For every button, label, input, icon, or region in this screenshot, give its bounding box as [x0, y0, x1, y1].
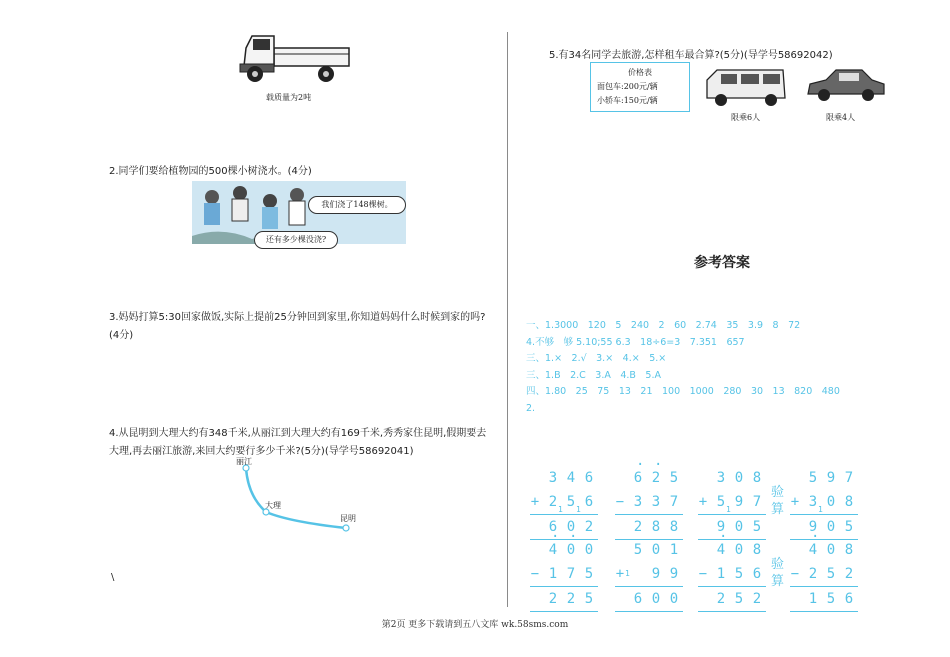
calc-digit: 2: [716, 591, 726, 607]
calc-digit: 9: [826, 470, 836, 486]
calc-digit: 8: [752, 542, 762, 558]
calc-digit: 3: [548, 470, 558, 486]
answers-block: [526, 318, 916, 417]
carry-mark: 1: [558, 505, 563, 514]
calc-digit: 0: [826, 542, 836, 558]
q2-bubble-1: 我们浇了148棵树。: [308, 196, 406, 214]
calc-digit: 5: [844, 519, 854, 535]
calc-row-top: [786, 466, 858, 490]
calc-operator: +: [790, 494, 800, 510]
question-3: 3.妈妈打算5:30回家做饭,实际上提前25分钟回到家里,你知道妈妈什么时候到家的吗?(4分): [109, 312, 486, 341]
calc-row-result: [526, 587, 598, 611]
calc-row-operand: [694, 490, 766, 514]
calc-digit: 4 ·: [808, 529, 820, 558]
map-label-lijiang: 丽江: [236, 457, 252, 466]
answer-line: 三、1.B 2.C 3.A 4.B 5.A: [526, 369, 661, 381]
calc-digit: 0: [584, 542, 594, 558]
verify-char: 验: [771, 557, 785, 572]
calc-digit: 2: [548, 591, 558, 607]
van-caption: 限乘6人: [731, 113, 761, 122]
calc-rule: [790, 611, 858, 612]
calc-digit: 2: [752, 591, 762, 607]
calc-digit: 2: [548, 494, 558, 510]
calc-digit: 0: [734, 470, 744, 486]
calc-digit: 7: [566, 566, 576, 582]
calc-row-operand: [526, 562, 598, 586]
map-label-kunming: 昆明: [340, 514, 356, 523]
borrow-dot: ·: [551, 529, 560, 545]
price-table-row-1: 面包车:200元/辆: [597, 82, 658, 91]
calc-digit: 4 ·: [716, 529, 728, 558]
stray-mark: \: [111, 572, 115, 583]
calc-digit: 2: [584, 519, 594, 535]
vertical-calc-6: [611, 538, 683, 612]
verify-char: 验: [771, 485, 785, 500]
calc-digit: 0: [734, 542, 744, 558]
borrow-dot: ·: [811, 529, 820, 545]
calc-operator: −: [790, 566, 800, 582]
page-footer: 第2页 更多下载请到五八文库 wk.58sms.com: [381, 620, 569, 630]
answer-line: 四、1.80 25 75 13 21 100 1000 280 30 13 820 480: [526, 386, 840, 397]
calc-digit: 0 1: [818, 494, 836, 514]
answer-line: 一、1.3000 120 5 240 2 60 2.74 35 3.9 8 72: [526, 320, 801, 331]
calc-digit: 2: [808, 566, 818, 582]
question-2: 2.同学们要给植物园的500棵小树浇水。(4分): [109, 166, 312, 177]
q2-bubble-2: 还有多少棵没浇?: [254, 231, 338, 249]
price-table-row-2: 小轿车:150元/辆: [597, 96, 658, 105]
vertical-calc-5: [526, 529, 598, 612]
vertical-calc-2: [611, 457, 683, 540]
calc-digit: 0: [669, 591, 679, 607]
calc-digit: 1: [808, 591, 818, 607]
calc-digit: 5: [734, 566, 744, 582]
vertical-calc-8: [786, 529, 858, 612]
verify-char: 算: [771, 574, 785, 589]
calc-row-operand: [611, 490, 683, 514]
calc-digit: 8: [752, 470, 762, 486]
calc-operator: −: [698, 566, 708, 582]
calc-digit: 5: [584, 566, 594, 582]
carry-mark: 1: [726, 505, 731, 514]
car-caption: 限乘4人: [826, 113, 856, 122]
calc-row-top: [694, 529, 766, 562]
calc-digit: 9: [808, 519, 818, 535]
truck-illustration: [238, 30, 353, 88]
calc-digit: 4: [566, 470, 576, 486]
calc-rule: [615, 611, 683, 612]
calc-digit: 1: [669, 542, 679, 558]
calc-operator: +: [530, 494, 540, 510]
calc-digit: 0: [566, 519, 576, 535]
calc-digit: 5: [584, 591, 594, 607]
calc-row-result: [526, 515, 598, 539]
calc-operator: −: [615, 494, 625, 510]
calc-digit: 5: [716, 494, 726, 510]
calc-digit: 2 ·: [651, 457, 663, 486]
calc-digit: 6: [548, 519, 558, 535]
calc-row-operand: [786, 490, 858, 514]
borrow-dot: ·: [569, 529, 578, 545]
calc-digit: 8: [651, 519, 661, 535]
borrow-dot: ·: [654, 457, 663, 473]
calc-row-top: [611, 457, 683, 490]
calc-digit: 9: [716, 519, 726, 535]
borrow-dot: ·: [636, 457, 645, 473]
price-table: [590, 62, 690, 112]
column-divider: [507, 32, 508, 607]
calc-digit: 6: [584, 470, 594, 486]
calc-digit: 4 ·: [548, 529, 560, 558]
carry-mark: 1: [818, 505, 823, 514]
calc-digit: 8: [669, 519, 679, 535]
calc-row-top: [526, 529, 598, 562]
calc-digit: 0: [651, 542, 661, 558]
calc-rule: [530, 611, 598, 612]
map-label-dali: 大理: [265, 501, 281, 510]
calc-digit: 7: [669, 494, 679, 510]
calc-row-operand: [694, 562, 766, 586]
question-5: 5.有34名同学去旅游,怎样租车最合算?(5分)(导学号58692042): [549, 50, 833, 61]
calc-digit: 6 1: [576, 494, 594, 514]
calc-digit: 6: [752, 566, 762, 582]
calc-operator: −: [530, 566, 540, 582]
calc-digit: 5: [752, 519, 762, 535]
van-illustration: [703, 66, 788, 108]
calc-digit: 5: [734, 591, 744, 607]
answer-line: 2.: [526, 402, 536, 414]
calc-row-top: [526, 466, 598, 490]
calc-row-result: [694, 515, 766, 539]
verify-label-1: [771, 484, 787, 518]
calc-digit: 1: [548, 566, 558, 582]
calc-digit: 0: [651, 591, 661, 607]
vertical-calc-1: [526, 466, 598, 545]
calc-row-result: [786, 587, 858, 611]
calc-digit: 6: [844, 591, 854, 607]
calc-row-operand: [526, 490, 598, 514]
calc-digit: 0 ·: [566, 529, 578, 558]
calc-digit: 5: [633, 542, 643, 558]
truck-caption: 载质量为2吨: [266, 93, 312, 102]
price-table-title: 价格表: [628, 68, 652, 77]
calc-digit: 5: [826, 566, 836, 582]
answer-line: 三、1.× 2.√ 3.× 4.× 5.×: [526, 353, 667, 364]
calc-row-top: [786, 529, 858, 562]
calc-digit: 6 ·: [633, 457, 645, 486]
calc-digit: 2: [566, 591, 576, 607]
calc-digit: 2: [844, 566, 854, 582]
calc-digit: 9 1: [726, 494, 744, 514]
carry-mark: 1: [576, 505, 581, 514]
calc-row-result: [611, 515, 683, 539]
calc-digit: 2: [633, 519, 643, 535]
answer-title: 参考答案: [694, 255, 750, 271]
calc-operator: +: [615, 566, 625, 582]
calc-row-result: [786, 515, 858, 539]
calc-row-top: [611, 538, 683, 562]
calc-digit: 8: [844, 494, 854, 510]
vertical-calc-7: [694, 529, 766, 612]
calc-digit: 8: [844, 542, 854, 558]
calc-digit: 1: [716, 566, 726, 582]
verify-label-2: [771, 556, 787, 590]
calc-digit: 5: [669, 470, 679, 486]
calc-digit: 5: [826, 591, 836, 607]
vertical-calc-4: [786, 466, 858, 545]
verify-char: 算: [771, 502, 785, 517]
calc-row-operand: [611, 562, 683, 586]
calc-digit: 0: [734, 519, 744, 535]
borrow-dot: ·: [719, 529, 728, 545]
calc-digit: 3: [716, 470, 726, 486]
calc-row-operand: [786, 562, 858, 586]
calc-digit: 9: [651, 566, 661, 582]
answer-line: 4.不够 够 5.10;55 6.3 18÷6=3 7.351 657: [526, 336, 745, 348]
calc-rule: [698, 611, 766, 612]
carry-mark: 1: [625, 569, 630, 578]
calc-digit: 9: [669, 566, 679, 582]
calc-digit: 6: [633, 591, 643, 607]
calc-digit: 5 1: [558, 494, 576, 514]
calc-row-result: [694, 587, 766, 611]
calc-digit: 0: [826, 519, 836, 535]
car-illustration: [806, 66, 886, 104]
calc-row-result: [611, 587, 683, 611]
vertical-calc-3: [694, 466, 766, 545]
calc-digit: 5: [808, 470, 818, 486]
calc-digit: 7: [752, 494, 762, 510]
calc-digit: 7: [844, 470, 854, 486]
question-4: 4.从昆明到大理大约有348千米,从丽江到大理大约有169千米,秀秀家住昆明,假期要去大理,再去丽江旅游,来回大约要行多少千米?(5分)(导学号58692041): [109, 428, 487, 457]
calc-row-top: [694, 466, 766, 490]
calc-digit: 3: [808, 494, 818, 510]
calc-operator: +: [698, 494, 708, 510]
calc-digit: 3: [651, 494, 661, 510]
calc-digit: 3: [633, 494, 643, 510]
